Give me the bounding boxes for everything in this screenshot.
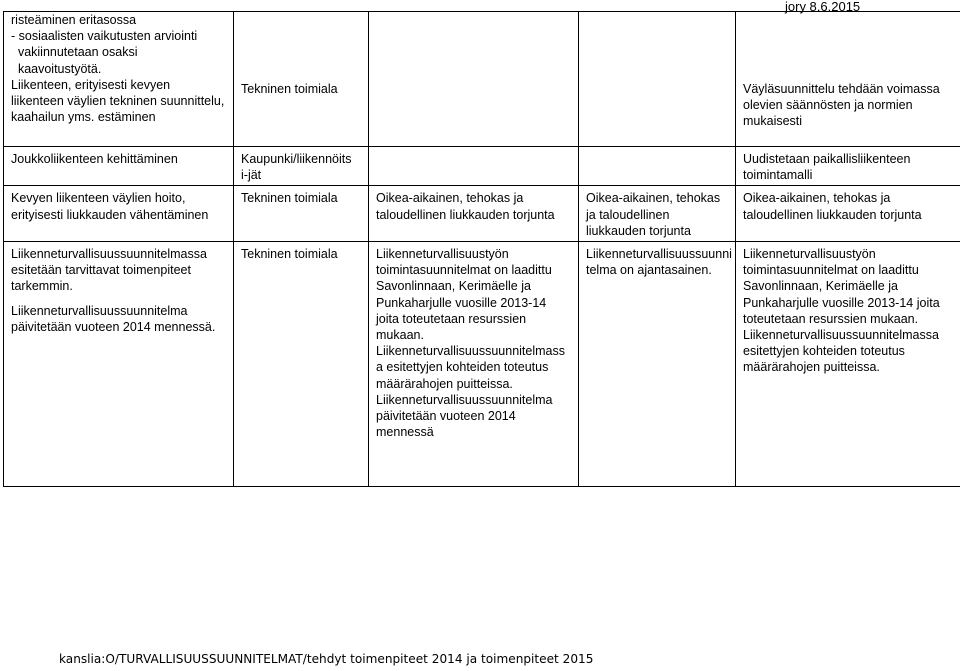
cell-text-line: Savonlinnaan, Kerimäelle ja xyxy=(376,279,531,294)
document-date: jory 8.6.2015 xyxy=(785,0,861,14)
cell-text-line: tarkemmin. xyxy=(11,279,73,294)
cell-text-line: telma on ajantasainen. xyxy=(586,263,712,278)
cell-text-line: Kaupunki/liikennöits xyxy=(241,152,352,166)
responsible-cell xyxy=(234,186,369,242)
cell-text-line: Liikenneturvallisuussuunnitelmassa xyxy=(743,328,939,343)
cell-text-line: Punkaharjulle vuosille 2013-14 joita xyxy=(743,295,940,310)
cell-text-line: kaavoitustyötä. xyxy=(11,61,102,76)
cell-text-line xyxy=(743,32,959,48)
cell-text-line: päivitetään vuoteen 2014 xyxy=(376,409,516,424)
measure-cell-paragraph xyxy=(11,246,230,295)
cell-text-line: Liikenneturvallisuussuunnitelmassa xyxy=(11,247,207,262)
cell-text-line xyxy=(743,16,959,32)
measure-cell xyxy=(4,186,234,242)
cell-text-line xyxy=(241,32,365,48)
cell-text-line: Savonlinnaan, Kerimäelle ja xyxy=(743,279,898,294)
status-2014-cell xyxy=(369,147,579,186)
cell-text-line: päivitetään vuoteen 2014 mennessä. xyxy=(11,319,216,334)
plan-2015-cell xyxy=(736,186,960,242)
table-row xyxy=(4,147,960,186)
evaluation-cell xyxy=(579,242,736,487)
cell-text-line: taloudellinen liukkauden torjunta xyxy=(376,207,555,222)
cell-text-line: Oikea-aikainen, tehokas ja xyxy=(376,191,524,206)
plan-2015-cell xyxy=(736,242,960,487)
cell-text-line: ja taloudellinen xyxy=(586,207,670,222)
cell-text-line: risteäminen eritasossa xyxy=(11,13,137,27)
responsible-cell xyxy=(234,12,369,147)
cell-text-line: toimintasuunnitelmat on laadittu xyxy=(376,263,552,278)
cell-text-line: Liikenneturvallisuussuunnitelma xyxy=(376,392,553,407)
cell-text-line: toimintamalli xyxy=(743,168,813,183)
measure-cell xyxy=(4,147,234,186)
cell-text-line xyxy=(743,65,959,81)
cell-text-line: Liikenneturvallisuussuunnitelma xyxy=(11,303,188,318)
cell-text-line: liukkauden torjunta xyxy=(586,223,691,238)
measure-cell-paragraph xyxy=(11,303,230,335)
status-2014-cell xyxy=(369,242,579,487)
cell-text-line xyxy=(743,48,959,64)
cell-text-line: Uudistetaan paikallisliikenteen xyxy=(743,152,911,166)
cell-text-line: Joukkoliikenteen kehittäminen xyxy=(11,152,178,166)
cell-text-line: - sosiaalisten vaikutusten arviointi xyxy=(11,29,198,44)
cell-text-line: Tekninen toimiala xyxy=(241,191,338,206)
cell-text-line: mennessä xyxy=(376,425,434,440)
table-row xyxy=(4,186,960,242)
cell-text-line: mukaan. xyxy=(376,328,424,343)
cell-text-line: olevien säännösten ja normien xyxy=(743,98,913,113)
plan-2015-cell xyxy=(736,147,960,186)
plan-2015-cell xyxy=(736,12,960,147)
cell-text-line: esitetään tarvittavat toimenpiteet xyxy=(11,263,191,278)
cell-text-line: a esitettyjen kohteiden toteutus xyxy=(376,360,549,375)
cell-text-line: Kevyen liikenteen väylien hoito, xyxy=(11,191,186,206)
cell-text-line: Liikenneturvallisuussuunni xyxy=(586,247,732,262)
cell-text-line: Tekninen toimiala xyxy=(241,81,338,96)
cell-text-line: joita toteutetaan resurssien xyxy=(376,311,527,326)
measure-cell xyxy=(4,12,234,147)
cell-text-line: Väyläsuunnittelu tehdään voimassa xyxy=(743,81,940,96)
cell-text-line: toimintasuunnitelmat on laadittu xyxy=(743,263,919,278)
cell-text-line: Liikenneturvallisuustyön xyxy=(376,247,509,262)
cell-text-line: mukaisesti xyxy=(743,114,803,129)
measures-table xyxy=(3,11,960,487)
cell-text-line: Punkaharjulle vuosille 2013-14 xyxy=(376,295,547,310)
cell-text-line xyxy=(241,48,365,64)
table-row xyxy=(4,242,960,487)
cell-text-line: Liikenneturvallisuustyön xyxy=(743,247,876,262)
responsible-cell xyxy=(234,147,369,186)
evaluation-cell xyxy=(579,12,736,147)
cell-text-line: taloudellinen liukkauden torjunta xyxy=(743,207,922,222)
cell-text-line: Tekninen toimiala xyxy=(241,247,338,262)
cell-text-line: Liikenneturvallisuussuunnitelmass xyxy=(376,344,565,359)
measure-cell xyxy=(4,242,234,487)
cell-text-line xyxy=(241,16,365,32)
cell-text-line: Liikenteen, erityisesti kevyen xyxy=(11,77,171,92)
cell-text-line: toteutetaan resurssien mukaan. xyxy=(743,311,919,326)
cell-text-line xyxy=(241,65,365,81)
cell-text-line: erityisesti liukkauden vähentäminen xyxy=(11,207,209,222)
cell-text-line: kaahailun yms. estäminen xyxy=(11,110,156,125)
status-2014-cell xyxy=(369,186,579,242)
responsible-cell xyxy=(234,242,369,487)
evaluation-cell xyxy=(579,186,736,242)
cell-text-line: vakiinnutetaan osaksi xyxy=(11,45,138,60)
cell-text-line: liikenteen väylien tekninen suunnittelu, xyxy=(11,94,225,109)
cell-text-line: i-jät xyxy=(241,168,262,183)
cell-text-line: määrärahojen puitteissa. xyxy=(376,376,513,391)
table-row xyxy=(4,12,960,147)
footer-file-path: kanslia:O/TURVALLISUUSSUUNNITELMAT/tehdyt toimenpiteet 2014 ja toimenpiteet 2015 xyxy=(59,652,594,666)
evaluation-cell xyxy=(579,147,736,186)
cell-text-line: Oikea-aikainen, tehokas xyxy=(586,191,721,206)
cell-text-line: Oikea-aikainen, tehokas ja xyxy=(743,191,891,206)
cell-text-line: esitettyjen kohteiden toteutus xyxy=(743,344,905,359)
status-2014-cell xyxy=(369,12,579,147)
cell-text-line: määrärahojen puitteissa. xyxy=(743,360,880,375)
